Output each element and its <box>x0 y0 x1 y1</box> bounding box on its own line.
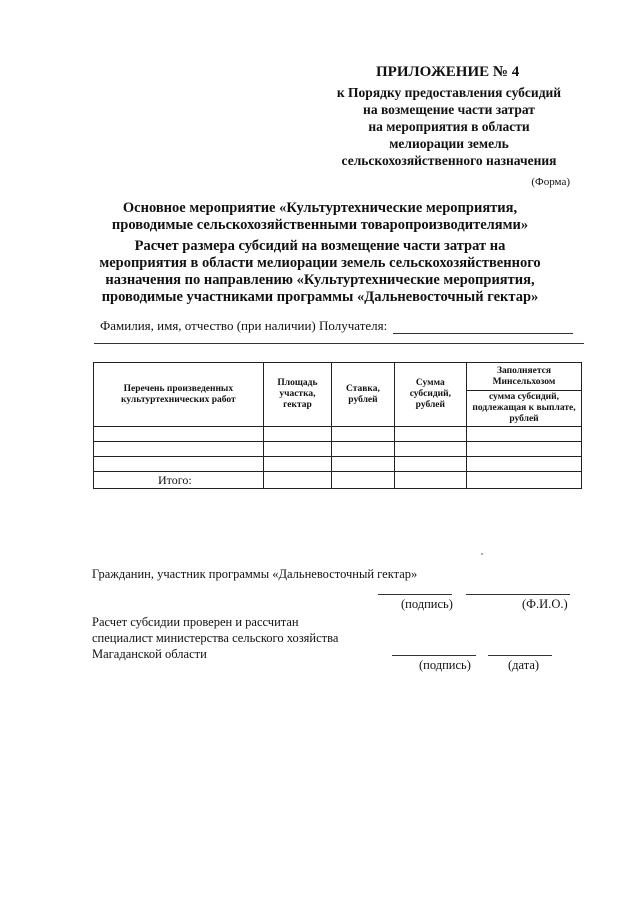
appendix-line: сельскохозяйственного назначения <box>341 153 557 168</box>
heading-line: проводимые участниками программы «Дальневосточный гектар» <box>101 289 539 305</box>
total-sum-cell[interactable] <box>394 472 466 489</box>
recipient-row <box>100 318 573 334</box>
recipient-label: Фамилия, имя, отчество (при наличии) Получателя: <box>100 318 388 333</box>
subsidy-calculation-table <box>93 362 582 489</box>
citizen-label: Гражданин, участник программы «Дальневосточный гектар» <box>92 567 418 581</box>
table-cell[interactable] <box>394 427 466 442</box>
form-label: (Форма) <box>531 176 570 188</box>
main-event-heading <box>80 200 560 234</box>
table-cell[interactable] <box>394 442 466 457</box>
table-cell[interactable] <box>332 427 395 442</box>
appendix-subtitle <box>318 84 580 169</box>
table-total-row <box>94 472 582 489</box>
total-label: Итого: <box>94 472 264 489</box>
header-ministry-sum: сумма субсидий, подлежащая к выплате, рублей <box>466 391 581 427</box>
heading-line: проводимые сельскохозяйственными товаропроизводителями» <box>111 217 529 233</box>
appendix-line: на возмещение части затрат <box>363 102 535 117</box>
table-cell[interactable] <box>94 457 264 472</box>
date-line[interactable] <box>488 655 552 656</box>
header-works: Перечень произведенных культуртехнических работ <box>94 363 264 427</box>
table-cell[interactable] <box>263 457 332 472</box>
specialist-signature-line[interactable] <box>392 655 476 656</box>
table-row <box>94 427 582 442</box>
table-row <box>94 442 582 457</box>
header-rate: Ставка, рублей <box>332 363 395 427</box>
appendix-line: к Порядку предоставления субсидий <box>336 85 562 100</box>
citizen-signature-line[interactable] <box>378 594 452 595</box>
table-cell[interactable] <box>263 442 332 457</box>
table-header-row <box>94 363 582 391</box>
checked-line: Расчет субсидии проверен и рассчитан <box>92 615 299 629</box>
citizen-fio-line[interactable] <box>466 594 570 595</box>
heading-line: Расчет размера субсидий на возмещение части затрат на <box>134 238 506 254</box>
header-sum: Сумма субсидий, рублей <box>394 363 466 427</box>
recipient-continuation-line[interactable] <box>94 343 584 344</box>
signature-caption: (подпись) <box>401 597 453 611</box>
signature-caption-2: (подпись) <box>419 658 471 672</box>
date-caption: (дата) <box>508 658 540 672</box>
table-cell[interactable] <box>394 457 466 472</box>
total-ministry-cell[interactable] <box>466 472 581 489</box>
fio-caption: (Ф.И.О.) <box>522 597 568 611</box>
total-area-cell[interactable] <box>263 472 332 489</box>
header-area: Площадь участка, гектар <box>263 363 332 427</box>
total-rate-cell[interactable] <box>332 472 395 489</box>
calculation-heading <box>80 238 560 306</box>
checked-by-block <box>92 614 338 662</box>
appendix-title: ПРИЛОЖЕНИЕ № 4 <box>376 64 520 80</box>
table-cell[interactable] <box>466 442 581 457</box>
table-cell[interactable] <box>94 427 264 442</box>
table-cell[interactable] <box>263 427 332 442</box>
appendix-line: на мероприятия в области <box>368 119 530 134</box>
heading-line: Основное мероприятие «Культуртехнические мероприятия, <box>122 200 518 216</box>
table-cell[interactable] <box>466 457 581 472</box>
table-cell[interactable] <box>332 442 395 457</box>
appendix-line: мелиорации земель <box>389 136 509 151</box>
checked-line: специалист министерства сельского хозяйства <box>92 631 339 645</box>
heading-line: назначения по направлению «Культуртехнические мероприятия, <box>105 272 535 288</box>
table-cell[interactable] <box>332 457 395 472</box>
table-cell[interactable] <box>466 427 581 442</box>
table-row <box>94 457 582 472</box>
checked-line: Магаданской области <box>92 647 207 661</box>
table-cell[interactable] <box>94 442 264 457</box>
recipient-name-field[interactable] <box>393 319 573 334</box>
heading-line: мероприятия в области мелиорации земель сельскохозяйственного <box>99 255 541 271</box>
scan-speck <box>481 553 483 555</box>
header-ministry-group: Заполняется Минсельхозом <box>466 363 581 391</box>
